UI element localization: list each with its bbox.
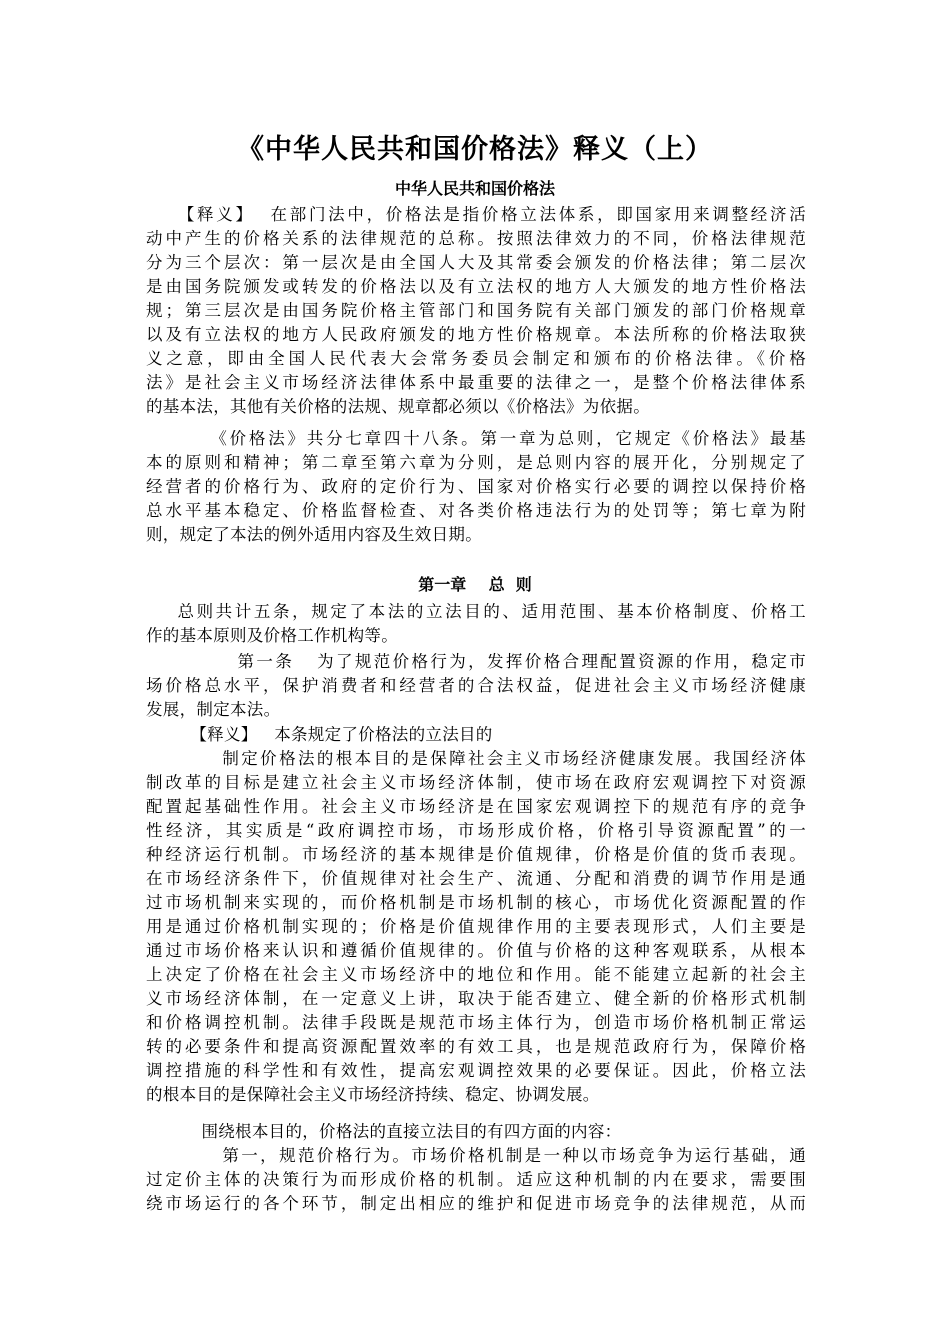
document-title: 《中华人民共和国价格法》释义（上） [237,134,713,165]
text-line: 种经济运行机制。市场经济的基本规律是价值规律，价格是价值的货币表现。 [146,845,806,864]
text-line: 调控措施的科学性和有效性，提高宏观调控效果的必要保证。因此，价格立法 [146,1061,806,1080]
text-line: 法》是社会主义市场经济法律体系中最重要的法律之一，是整个价格法律体系 [146,373,806,392]
text-line: 配置起基础性作用。社会主义市场经济是在国家宏观调控下的规范有序的竞争 [146,797,806,816]
text-line: 规；第三层次是由国务院价格主管部门和国务院有关部门颁发的部门价格规章 [146,301,806,320]
text-line: 义之意，即由全国人民代表大会常务委员会制定和颁布的价格法律。《价格 [146,349,806,368]
text-line: 制改革的目标是建立社会主义市场经济体制，使市场在政府宏观调控下对资源 [146,773,806,792]
text-line: 作的基本原则及价格工作机构等。 [146,626,398,645]
text-line: 分为三个层次：第一层次是由全国人大及其常委会颁发的价格法律；第二层次 [146,253,806,272]
text-line: 【释义】 本条规定了价格法的立法目的 [146,725,493,744]
chapter-heading: 第一章 总 则 [418,575,532,594]
explanation-heading [146,723,806,747]
text-line: 【释义】 在部门法中，价格法是指价格立法体系，即国家用来调整经济活 [146,205,806,224]
text-line: 总水平基本稳定、价格监督检查、对各类价格违法行为的处罚等；第七章为附 [146,501,806,520]
text-line: 转的必要条件和提高资源配置效率的有效工具，也是规范政府行为，保障价格 [146,1037,806,1056]
chapter-summary [146,600,806,648]
text-line: 过市场机制来实现的，而价格机制是市场机制的核心，市场优化资源配置的作 [146,893,806,912]
text-line: 的基本法，其他有关价格的法规、规章都必须以《价格法》为依据。 [146,397,650,416]
text-line: 围绕根本目的，价格法的直接立法目的有四方面的内容： [146,1122,622,1141]
text-line: 动中产生的价格关系的法律规范的总称。按照法律效力的不同，价格法律规范 [146,229,806,248]
text-line: 绕市场运行的各个环节，制定出相应的维护和促进市场竞争的法律规范，从而 [146,1194,806,1213]
text-line: 《价格法》共分七章四十八条。第一章为总则，它规定《价格法》最基 [146,429,806,448]
text-line: 经营者的价格行为、政府的定价行为、国家对价格实行必要的调控以保持价格 [146,477,806,496]
text-line: 通过市场价格来认识和遵循价值规律的。价值与价格的这种客观联系，从根本 [146,941,806,960]
text-line: 用是通过价格机制实现的；价格是价值规律作用的主要表现形式，人们主要是 [146,917,806,936]
text-line: 上决定了价格在社会主义市场经济中的地位和作用。能不能建立起新的社会主 [146,965,806,984]
text-line: 以及有立法权的地方人民政府颁发的地方性价格规章。本法所称的价格法取狭 [146,325,806,344]
text-line: 在市场经济条件下，价值规律对社会生产、流通、分配和消费的调节作用是通 [146,869,806,888]
text-line: 则，规定了本法的例外适用内容及生效日期。 [146,525,482,544]
intro-paragraph-1 [146,203,806,419]
explanation-body [146,747,806,1107]
text-line: 总则共计五条，规定了本法的立法目的、适用范围、基本价格制度、价格工 [146,602,806,621]
text-line: 的根本目的是保障社会主义市场经济持续、稳定、协调发展。 [146,1085,600,1104]
article-1 [146,650,806,722]
law-name-heading: 中华人民共和国价格法 [394,179,555,198]
text-line: 发展，制定本法。 [146,700,281,719]
text-line: 本的原则和精神；第二章至第六章为分则，是总则内容的展开化，分别规定了 [146,453,806,472]
text-line: 和价格调控机制。法律手段既是规范市场主体行为，创造市场价格机制正常运 [146,1013,806,1032]
text-line: 过定价主体的决策行为而形成价格的机制。适应这种机制的内在要求，需要围 [146,1170,806,1189]
text-line: 制定价格法的根本目的是保障社会主义市场经济健康发展。我国经济体 [146,749,806,768]
text-line: 场价格总水平，保护消费者和经营者的合法权益，促进社会主义市场经济健康 [146,676,806,695]
purpose-1 [146,1144,806,1216]
text-line: 义市场经济体制，在一定意义上讲，取决于能否建立、健全新的价格形式机制 [146,989,806,1008]
text-line: 第一，规范价格行为。市场价格机制是一种以市场竞争为运行基础，通 [146,1146,806,1165]
intro-paragraph-2 [146,427,806,547]
text-line: 是由国务院颁发或转发的价格法以及有立法权的地方人大颁发的地方性价格法 [146,277,806,296]
text-line: 第一条 为了规范价格行为，发挥价格合理配置资源的作用，稳定市 [146,652,806,671]
purposes-intro [146,1120,806,1144]
text-line: 性经济，其实质是“政府调控市场，市场形成价格，价格引导资源配置”的一 [146,821,806,840]
